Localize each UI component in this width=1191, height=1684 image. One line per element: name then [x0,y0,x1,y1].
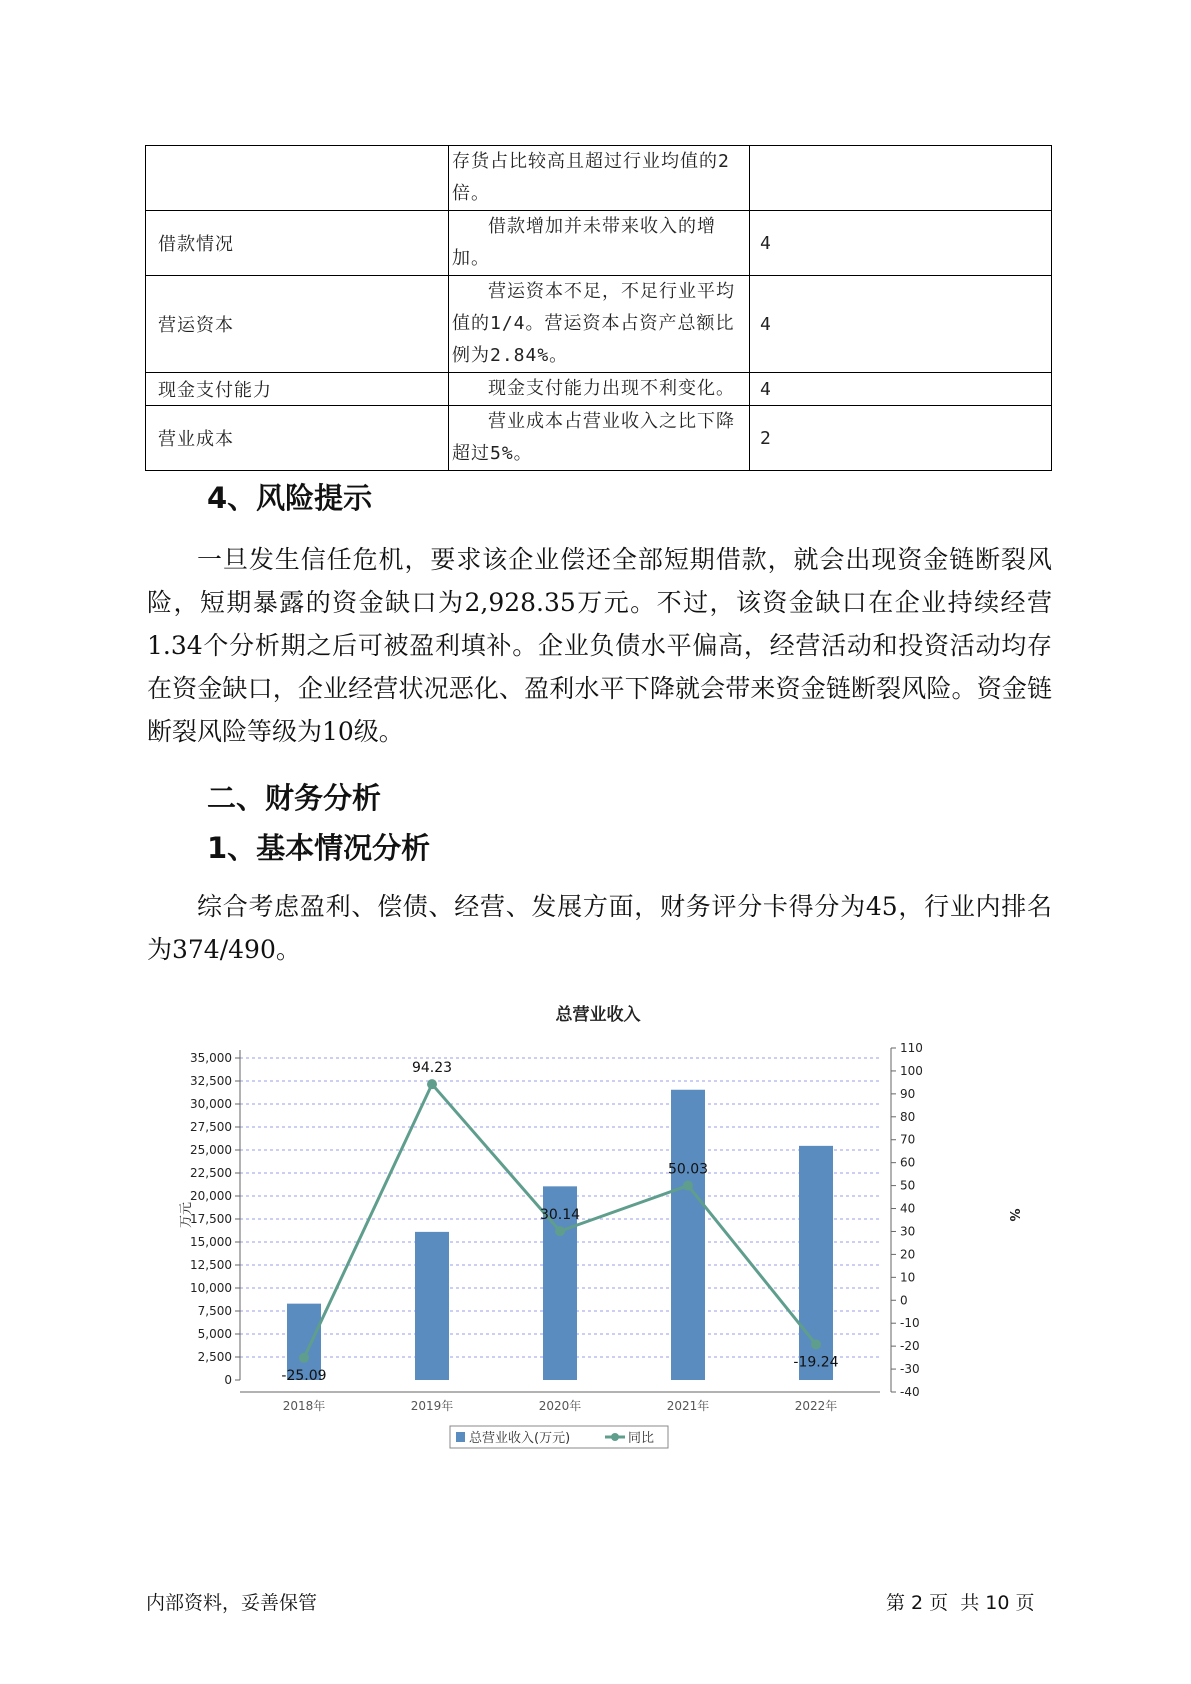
y-tick-label: 32,500 [190,1074,232,1088]
indicator-name: 借款情况 [146,211,449,276]
yoy-point [555,1226,565,1236]
y-tick-label: 20,000 [190,1189,232,1203]
legend-bar-swatch [456,1432,465,1442]
footer-confidential-note: 内部资料，妥善保管 [146,1592,318,1614]
x-tick-label: 2018年 [282,1399,326,1413]
basic-section-heading: 1、基本情况分析 [207,831,431,865]
y2-tick-label: 60 [900,1155,916,1170]
risk-section-heading: 4、风险提示 [207,481,373,515]
indicator-description: 营业成本占营业收入之比下降超过5%。 [449,406,750,471]
revenue-bar [415,1232,449,1380]
table-row [146,373,1052,406]
legend-line-label: 同比 [628,1431,655,1446]
x-tick-label: 2020年 [538,1399,582,1413]
chart-title: 总营业收入 [555,1005,641,1025]
y-tick-label: 12,500 [190,1258,232,1272]
y2-tick-label: 30 [900,1224,916,1239]
yoy-data-label: 50.03 [667,1161,709,1178]
y-tick-label: 2,500 [197,1350,232,1364]
y-tick-label: 35,000 [190,1051,232,1065]
y-tick-label: 0 [224,1373,232,1387]
x-tick-label: 2021年 [666,1399,710,1413]
indicator-description: 借款增加并未带来收入的增加。 [449,211,750,276]
y2-tick-label: 10 [900,1270,916,1285]
y2-tick-label: 100 [900,1063,923,1078]
risk-section-paragraph: 一旦发生信任危机，要求该企业偿还全部短期借款，就会出现资金链断裂风险，短期暴露的资金缺口为2,928.35万元。不过，该资金缺口在企业持续经营 1.34个分析期之后可被盈利填补。企业负债水平偏高，经营活动和投资活动均存在资金缺口，企业经营状况恶化、盈利水平下降就会带来资金链断裂风险。资金链断裂风险等级为10级。 [147,545,1052,746]
indicator-name: 现金支付能力 [146,373,449,406]
indicator-name: 营运资本 [146,276,449,373]
yoy-point [811,1339,821,1349]
y-tick-label: 10,000 [190,1281,232,1295]
indicator-score: 4 [750,276,1052,373]
y2-tick-label: -40 [900,1385,920,1399]
table-row [146,146,1052,211]
indicator-description: 营运资本不足，不足行业平均值的1/4。营运资本占资产总额比例为2.84%。 [449,276,750,373]
y2-tick-label: 80 [900,1109,916,1124]
legend-line-marker [611,1433,619,1441]
yoy-data-label: -25.09 [281,1367,327,1384]
table-row [146,276,1052,373]
indicator-description: 存货占比较高且超过行业均值的2倍。 [449,146,750,211]
table-row [146,211,1052,276]
y2-tick-label: 90 [900,1086,916,1101]
table-row [146,406,1052,471]
x-tick-label: 2022年 [794,1399,838,1413]
y2-tick-label: 0 [900,1293,908,1308]
yoy-data-label: -19.24 [793,1354,839,1371]
x-tick-label: 2019年 [410,1399,454,1413]
revenue-chart [160,1000,1040,1460]
yoy-point [683,1181,693,1191]
indicator-name [146,146,449,211]
y2-tick-label: 70 [900,1132,916,1147]
yoy-data-label: 94.23 [411,1060,453,1077]
finance-section-heading: 二、财务分析 [207,781,382,815]
y-tick-label: 15,000 [190,1235,232,1249]
y2-tick-label: 110 [900,1041,923,1055]
indicator-score: 4 [750,373,1052,406]
legend-bar-label: 总营业收入(万元) [469,1431,571,1446]
y-tick-label: 17,500 [190,1212,232,1226]
y-tick-label: 27,500 [190,1120,232,1134]
indicator-score [750,146,1052,211]
y2-tick-label: -10 [900,1316,920,1331]
y2-tick-label: 50 [900,1178,916,1193]
chart-ylabel: 万元 [179,1201,194,1229]
y-tick-label: 5,000 [197,1327,232,1341]
y-tick-label: 22,500 [190,1166,232,1180]
indicator-score: 4 [750,211,1052,276]
y-tick-label: 30,000 [190,1097,232,1111]
y2-tick-label: 40 [900,1201,916,1216]
indicator-score: 2 [750,406,1052,471]
y2-tick-label: -30 [900,1362,920,1377]
revenue-bar [671,1090,705,1380]
y2-tick-label: 20 [900,1247,916,1262]
risk-assessment-table [145,145,1052,471]
y-tick-label: 25,000 [190,1143,232,1157]
indicator-description: 现金支付能力出现不利变化。 [449,373,750,406]
footer-page-number: 第 2 页 共 10 页 [886,1592,1035,1614]
indicator-name: 营业成本 [146,406,449,471]
y2-tick-label: -20 [900,1339,920,1354]
yoy-data-label: 30.14 [539,1207,581,1224]
yoy-point [299,1353,309,1363]
basic-section-paragraph: 综合考虑盈利、偿债、经营、发展方面，财务评分卡得分为45，行业内排名为374/490。 [147,892,1052,964]
y-tick-label: 7,500 [197,1304,232,1318]
chart-y2label: % [1006,1208,1021,1222]
yoy-point [427,1079,437,1089]
